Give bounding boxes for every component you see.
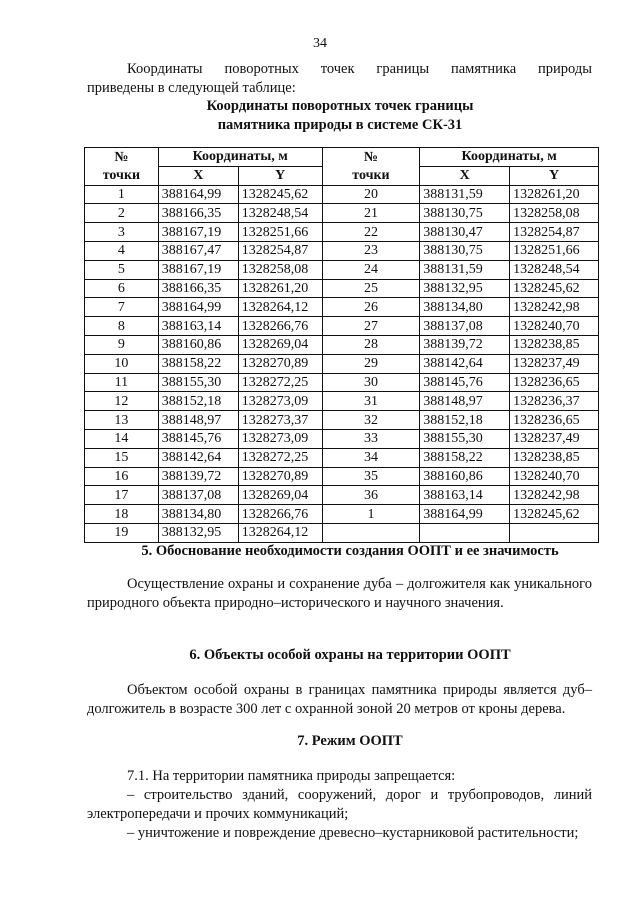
y-value-cell: 1328266,76 [238,505,322,524]
intro-line-2: приведены в следующей таблице: [87,80,296,96]
section-5-heading: 5. Обоснование необходимости создания ООПТ и ее значимость [141,543,559,559]
y-value-cell: 1328269,04 [238,486,322,505]
point-number-cell: 17 [85,486,159,505]
x-value-cell: 388131,59 [420,260,510,279]
y-value-cell: 1328236,37 [510,392,599,411]
section-7-item-1: – строительство зданий, сооружений, дорог и трубопроводов, линий электропередачи и прочих коммуникаций; [87,787,592,822]
table-row [85,505,599,524]
point-number-cell: 24 [322,260,420,279]
y-value-cell: 1328237,49 [510,354,599,373]
y-value-cell: 1328240,70 [510,467,599,486]
table-row [85,429,599,448]
y-value-cell: 1328248,54 [510,260,599,279]
point-number-cell: 8 [85,317,159,336]
point-number-cell: 5 [85,260,159,279]
x-value-cell: 388155,30 [420,429,510,448]
x-value-cell: 388160,86 [420,467,510,486]
y-value-cell: 1328264,12 [238,298,322,317]
x-value-cell: 388167,19 [158,260,238,279]
table-row [85,392,599,411]
point-number-cell: 22 [322,223,420,242]
section-7-intro: 7.1. На территории памятника природы запрещается: [127,768,456,784]
y-value-cell: 1328237,49 [510,429,599,448]
num-subheader: точки [85,166,159,185]
y-value-cell: 1328273,09 [238,392,322,411]
y-value-cell: 1328240,70 [510,317,599,336]
table-row [85,335,599,354]
x-value-cell: 388145,76 [420,373,510,392]
x-value-cell: 388132,95 [158,523,238,542]
section-7-heading: 7. Режим ООПТ [297,733,403,749]
y-value-cell: 1328273,09 [238,429,322,448]
section-6-text: Объектом особой охраны в границах памятника природы является дуб–долгожитель в возрасте 300 лет с охранной зоной 20 метров от кроны дерева. [87,682,592,717]
point-number-cell: 3 [85,223,159,242]
x-value-cell: 388166,35 [158,204,238,223]
x-value-cell: 388148,97 [420,392,510,411]
point-number-cell: 35 [322,467,420,486]
table-row [85,448,599,467]
point-number-cell: 1 [322,505,420,524]
point-number-cell: 12 [85,392,159,411]
table-row [85,317,599,336]
point-number-cell: 34 [322,448,420,467]
point-number-cell: 25 [322,279,420,298]
x-value-cell: 388139,72 [158,467,238,486]
coords-header: Координаты, м [158,148,322,167]
x-value-cell: 388158,22 [420,448,510,467]
x-value-cell: 388155,30 [158,373,238,392]
point-number-cell: 9 [85,335,159,354]
table-row [85,523,599,542]
y-value-cell: 1328245,62 [510,505,599,524]
point-number-cell: 30 [322,373,420,392]
x-value-cell: 388152,18 [158,392,238,411]
x-value-cell: 388134,80 [158,505,238,524]
x-header: X [158,166,238,185]
x-value-cell: 388163,14 [158,317,238,336]
num-header: № [322,148,420,167]
num-subheader: точки [322,166,420,185]
x-value-cell: 388130,47 [420,223,510,242]
y-value-cell: 1328270,89 [238,354,322,373]
point-number-cell: 28 [322,335,420,354]
x-value-cell: 388166,35 [158,279,238,298]
x-value-cell: 388158,22 [158,354,238,373]
x-value-cell: 388132,95 [420,279,510,298]
section-6-heading: 6. Объекты особой охраны на территории ООПТ [189,647,511,663]
x-value-cell: 388164,99 [158,185,238,204]
y-value-cell: 1328264,12 [238,523,322,542]
y-value-cell: 1328242,98 [510,486,599,505]
section-5-text: Осуществление охраны и сохранение дуба – долгожителя как уникального природного объекта природно–исторического и научного значения. [87,576,592,611]
y-value-cell: 1328272,25 [238,373,322,392]
y-value-cell: 1328261,20 [510,185,599,204]
y-value-cell: 1328236,65 [510,373,599,392]
table-row [85,411,599,430]
y-header: Y [238,166,322,185]
y-value-cell: 1328254,87 [510,223,599,242]
point-number-cell: 1 [85,185,159,204]
y-header: Y [510,166,599,185]
table-row [85,298,599,317]
point-number-cell: 10 [85,354,159,373]
x-value-cell: 388130,75 [420,241,510,260]
page-number: 34 [313,36,327,51]
x-value-cell: 388134,80 [420,298,510,317]
point-number-cell: 33 [322,429,420,448]
x-value-cell: 388137,08 [420,317,510,336]
point-number-cell: 16 [85,467,159,486]
point-number-cell: 23 [322,241,420,260]
point-number-cell: 4 [85,241,159,260]
point-number-cell: 7 [85,298,159,317]
x-value-cell: 388164,99 [420,505,510,524]
x-value-cell: 388167,47 [158,241,238,260]
coordinates-table [84,147,599,543]
y-value-cell: 1328273,37 [238,411,322,430]
point-number-cell: 11 [85,373,159,392]
table-title [0,97,640,135]
point-number-cell: 36 [322,486,420,505]
intro-paragraph [87,60,592,98]
y-value-cell: 1328261,20 [238,279,322,298]
y-value-cell: 1328251,66 [510,241,599,260]
x-value-cell: 388142,64 [420,354,510,373]
coords-header: Координаты, м [420,148,599,167]
y-value-cell: 1328236,65 [510,411,599,430]
y-value-cell: 1328272,25 [238,448,322,467]
y-value-cell: 1328245,62 [238,185,322,204]
table-title-line-2: памятника природы в системе СК-31 [217,117,463,133]
table-row [85,279,599,298]
point-number-cell: 19 [85,523,159,542]
y-value-cell: 1328258,08 [510,204,599,223]
table-row [85,467,599,486]
y-value-cell: 1328254,87 [238,241,322,260]
x-value-cell: 388148,97 [158,411,238,430]
table-row [85,260,599,279]
x-value-cell: 388137,08 [158,486,238,505]
y-value-cell: 1328251,66 [238,223,322,242]
point-number-cell: 2 [85,204,159,223]
x-value-cell: 388139,72 [420,335,510,354]
y-value-cell: 1328270,89 [238,467,322,486]
point-number-cell: 6 [85,279,159,298]
table-title-line-1: Координаты поворотных точек границы [206,98,474,114]
point-number-cell: 18 [85,505,159,524]
table-row [85,185,599,204]
table-row [85,223,599,242]
point-number-cell: 15 [85,448,159,467]
y-value-cell: 1328238,85 [510,448,599,467]
x-value-cell: 388164,99 [158,298,238,317]
point-number-cell: 20 [322,185,420,204]
point-number-cell: 27 [322,317,420,336]
point-number-cell: 13 [85,411,159,430]
point-number-cell: 32 [322,411,420,430]
x-value-cell: 388130,75 [420,204,510,223]
point-number-cell: 26 [322,298,420,317]
x-value-cell: 388142,64 [158,448,238,467]
y-value-cell: 1328238,85 [510,335,599,354]
x-value-cell: 388160,86 [158,335,238,354]
y-value-cell: 1328258,08 [238,260,322,279]
x-header: X [420,166,510,185]
x-value-cell: 388163,14 [420,486,510,505]
y-value-cell: 1328242,98 [510,298,599,317]
y-value-cell: 1328269,04 [238,335,322,354]
x-value-cell: 388145,76 [158,429,238,448]
point-number-cell: 31 [322,392,420,411]
x-value-cell: 388131,59 [420,185,510,204]
y-value-cell: 1328248,54 [238,204,322,223]
point-number-cell [322,523,420,542]
point-number-cell: 29 [322,354,420,373]
x-value-cell: 388152,18 [420,411,510,430]
intro-line-1: Координаты поворотных точек границы памятника природы [127,61,592,77]
table-row [85,373,599,392]
table-row [85,241,599,260]
table-row [85,204,599,223]
y-value-cell: 1328245,62 [510,279,599,298]
table-row [85,354,599,373]
point-number-cell: 21 [322,204,420,223]
y-value-cell: 1328266,76 [238,317,322,336]
x-value-cell: 388167,19 [158,223,238,242]
section-7-item-2: – уничтожение и повреждение древесно–кустарниковой растительности; [127,825,579,841]
point-number-cell: 14 [85,429,159,448]
num-header: № [85,148,159,167]
table-row [85,486,599,505]
y-value-cell [510,523,599,542]
x-value-cell [420,523,510,542]
